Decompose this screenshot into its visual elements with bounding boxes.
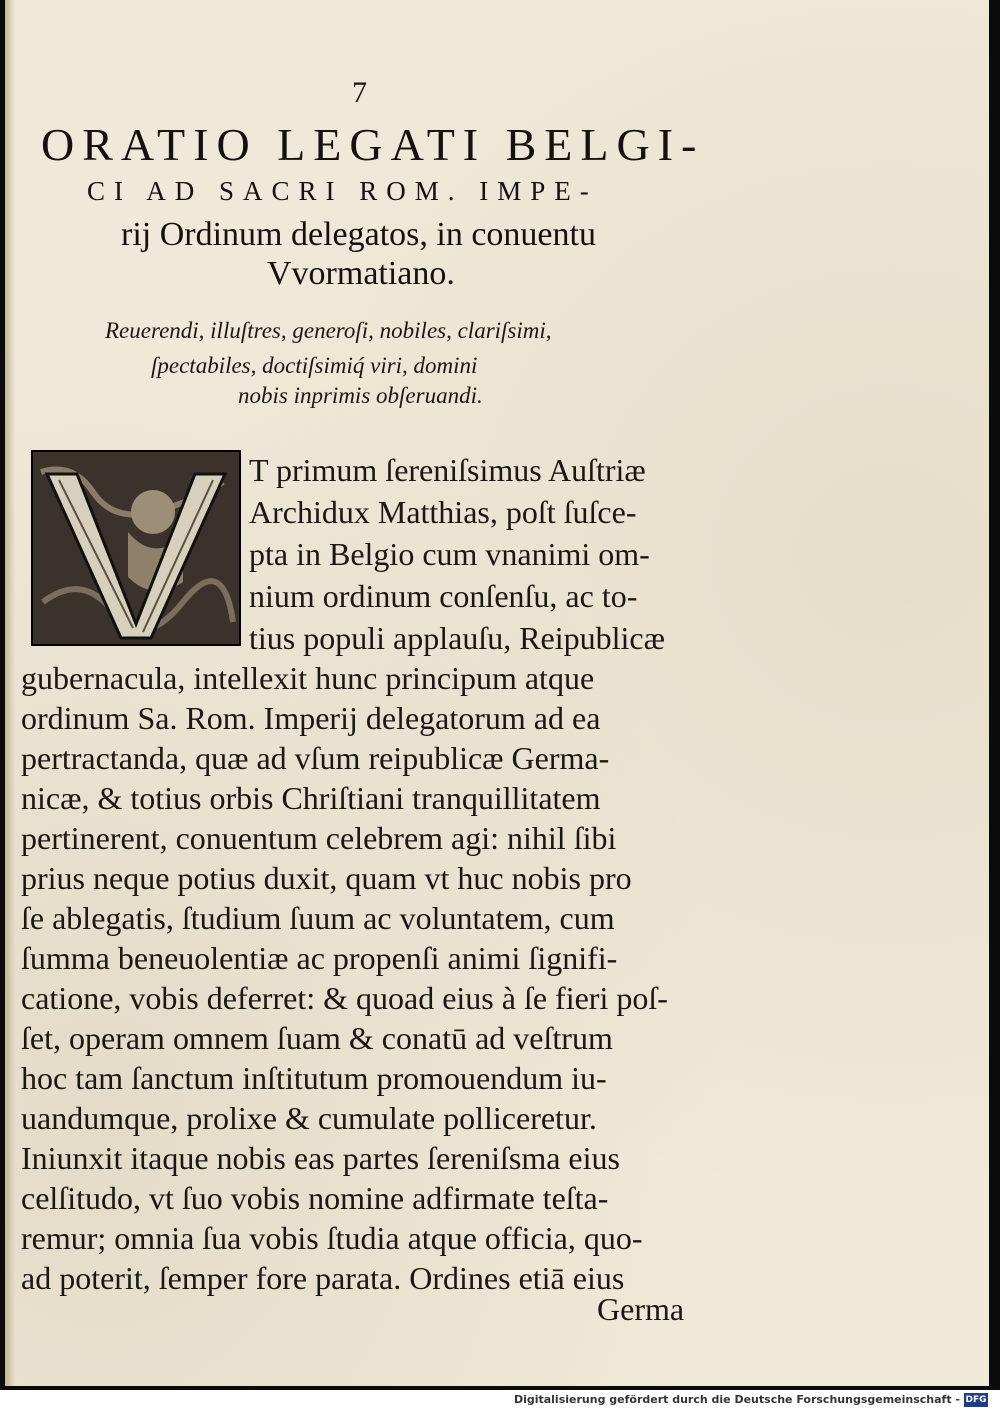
body-line-12: ſe ablegatis, ſtudium ſuum ac voluntatem, cum <box>21 900 615 936</box>
title-line-3: rij Ordinum delegatos, in conuentu <box>121 216 596 253</box>
title-line-2: CI AD SACRI ROM. IMPE- <box>87 176 598 206</box>
body-line-4: nium ordinum conſenſu, ac to- <box>249 578 638 614</box>
body-line-21: ad poterit, ſemper fore parata. Ordines etiā eius <box>21 1260 625 1296</box>
catchword: Germa <box>597 1291 685 1327</box>
title-line-4: Vvormatiano. <box>267 255 455 292</box>
funding-notice: Digitalisierung gefördert durch die Deutsche Forschungsgemeinschaft - <box>513 1393 960 1406</box>
body-line-9: nicæ, & totius orbis Chriſtiani tranquillitatem <box>21 780 601 816</box>
address-line-1: Reuerendi, illuſtres, generoſi, nobiles, clariſsimi, <box>105 318 552 343</box>
body-line-19: celſitudo, vt ſuo vobis nomine adfirmate teſta- <box>21 1180 609 1216</box>
page-gutter-shadow <box>5 0 15 1386</box>
body-line-15: ſet, operam omnem ſuam & conatū ad veſtrum <box>21 1020 613 1056</box>
body-line-13: ſumma beneuolentiæ ac propenſi animi ſignifi- <box>21 940 618 976</box>
dfg-logo-icon[interactable]: DFG <box>965 1395 987 1405</box>
body-line-2: Archidux Matthias, poſt ſuſce- <box>249 494 637 530</box>
body-line-3: pta in Belgio cum vnanimi om- <box>249 536 650 572</box>
body-line-5: tius populi applauſu, Reipublicæ <box>249 620 665 656</box>
body-line-1: T primum ſereniſsimus Auſtriæ <box>249 452 646 488</box>
body-line-20: remur; omnia ſua vobis ſtudia atque officia, quo- <box>21 1220 643 1256</box>
body-line-6: gubernacula, intellexit hunc principum atque <box>21 660 595 696</box>
decorated-initial-letter <box>31 450 241 646</box>
body-line-11: prius neque potius duxit, quam vt huc nobis pro <box>21 860 632 896</box>
body-line-8: pertractanda, quæ ad vſum reipublicæ Germa- <box>21 740 610 776</box>
body-line-18: Iniunxit itaque nobis eas partes ſereniſsma eius <box>21 1140 620 1176</box>
address-line-3: nobis inprimis obſeruandi. <box>238 383 483 408</box>
page-number: 7 <box>352 76 367 109</box>
body-line-7: ordinum Sa. Rom. Imperij delegatorum ad ea <box>21 700 601 736</box>
title-line-1: ORATIO LEGATI BELGI- <box>41 119 705 170</box>
body-line-10: pertinerent, conuentum celebrem agi: nihil ſibi <box>21 820 617 856</box>
body-line-16: hoc tam ſanctum inſtitutum promouendum iu- <box>21 1060 607 1096</box>
woodcut-initial-icon <box>33 452 239 644</box>
body-line-17: uandumque, prolixe & cumulate polliceretur. <box>21 1100 597 1136</box>
footer-bar <box>0 1390 1000 1411</box>
scanned-page <box>5 0 989 1386</box>
address-line-2: ſpectabiles, doctiſsimiq́ viri, domini <box>151 353 478 378</box>
body-line-14: catione, vobis deferret: & quoad eius à ſe fieri poſ- <box>21 980 668 1016</box>
